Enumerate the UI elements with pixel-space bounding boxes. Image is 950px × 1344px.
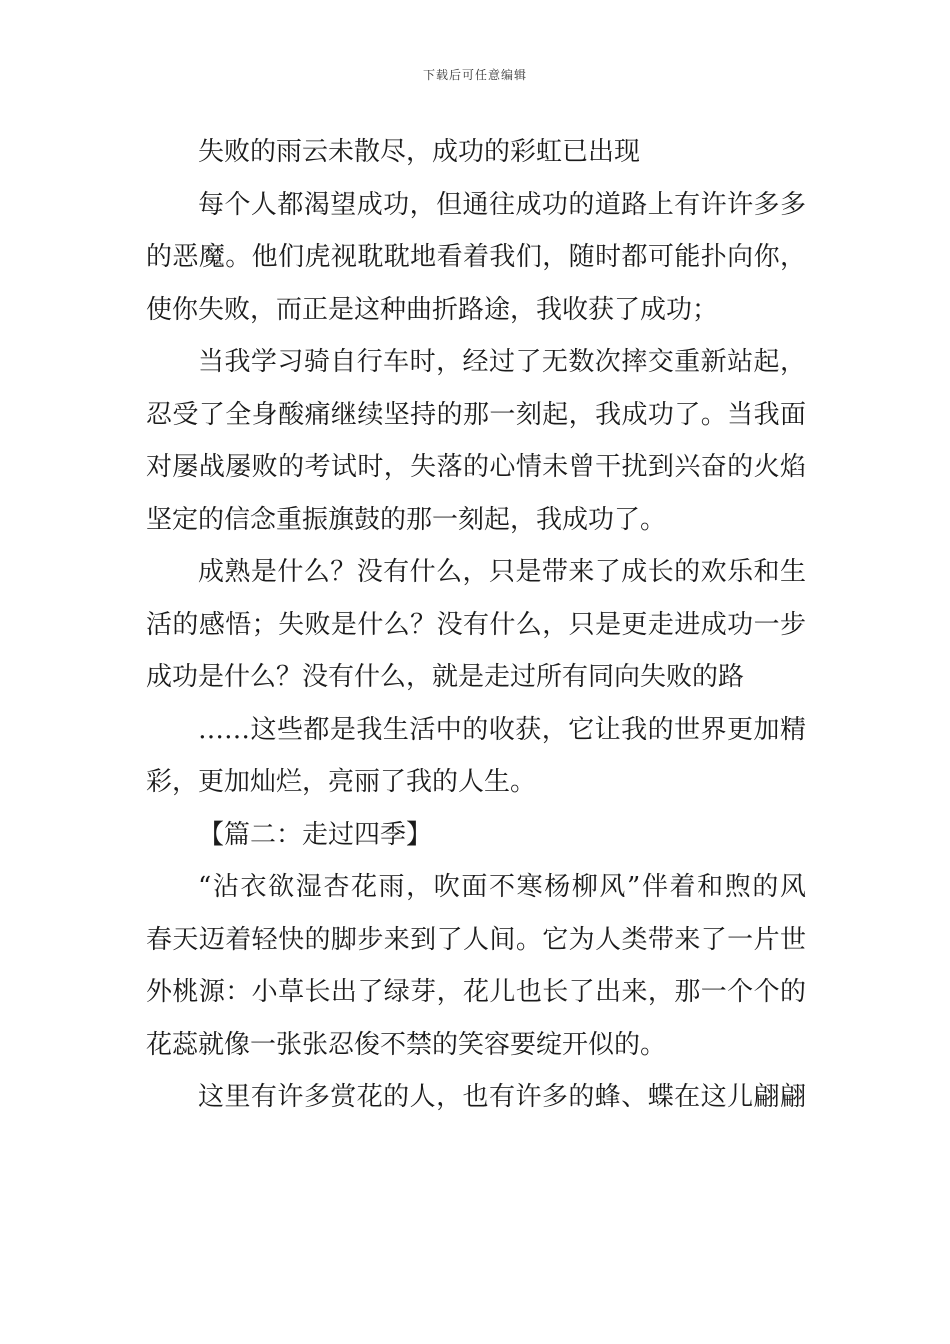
text-line: 坚定的信念重振旗鼓的那一刻起，我成功了。 [146, 504, 667, 535]
text-line: “沾衣欲湿杏花雨，吹面不寒杨柳风”伴着和煦的风 [198, 872, 806, 902]
text-line: 的恶魔。他们虎视耽耽地看着我们，随时都可能扑向你， [146, 242, 806, 272]
text-line: ……这些都是我生活中的收获，它让我的世界更加精 [198, 714, 806, 745]
document-body [146, 126, 806, 1124]
text-line: 每个人都渴望成功，但通往成功的道路上有许许多多 [198, 189, 806, 220]
text-line: 花蕊就像一张张忍俊不禁的笑容要绽开似的。 [146, 1029, 667, 1060]
text-line: 忍受了全身酸痛继续坚持的那一刻起，我成功了。当我面 [146, 399, 806, 430]
text-line: 春天迈着轻快的脚步来到了人间。它为人类带来了一片世 [146, 924, 806, 955]
text-line: 当我学习骑自行车时，经过了无数次摔交重新站起， [198, 347, 806, 377]
text-line: 成熟是什么？没有什么，只是带来了成长的欢乐和生 [198, 557, 806, 587]
text-line: 这里有许多赏花的人，也有许多的蜂、蝶在这儿翩翩 [198, 1082, 806, 1112]
text-line: 成功是什么？没有什么，就是走过所有同向失败的路 [146, 662, 745, 692]
text-line: 对屡战屡败的考试时，失落的心情未曾干扰到兴奋的火焰 [146, 452, 806, 482]
page-header: 下载后可任意编辑 [422, 68, 527, 82]
text-line: 使你失败，而正是这种曲折路途，我收获了成功； [146, 294, 719, 325]
text-line: 外桃源：小草长出了绿芽，花儿也长了出来，那一个个的 [146, 977, 806, 1007]
text-line: 活的感悟；失败是什么？没有什么，只是更走进成功一步 [146, 609, 806, 640]
text-line: 【篇二：走过四季】 [198, 819, 433, 850]
text-line: 失败的雨云未散尽，成功的彩虹已出现 [198, 137, 641, 167]
text-line: 彩，更加灿烂，亮丽了我的人生。 [146, 767, 537, 797]
